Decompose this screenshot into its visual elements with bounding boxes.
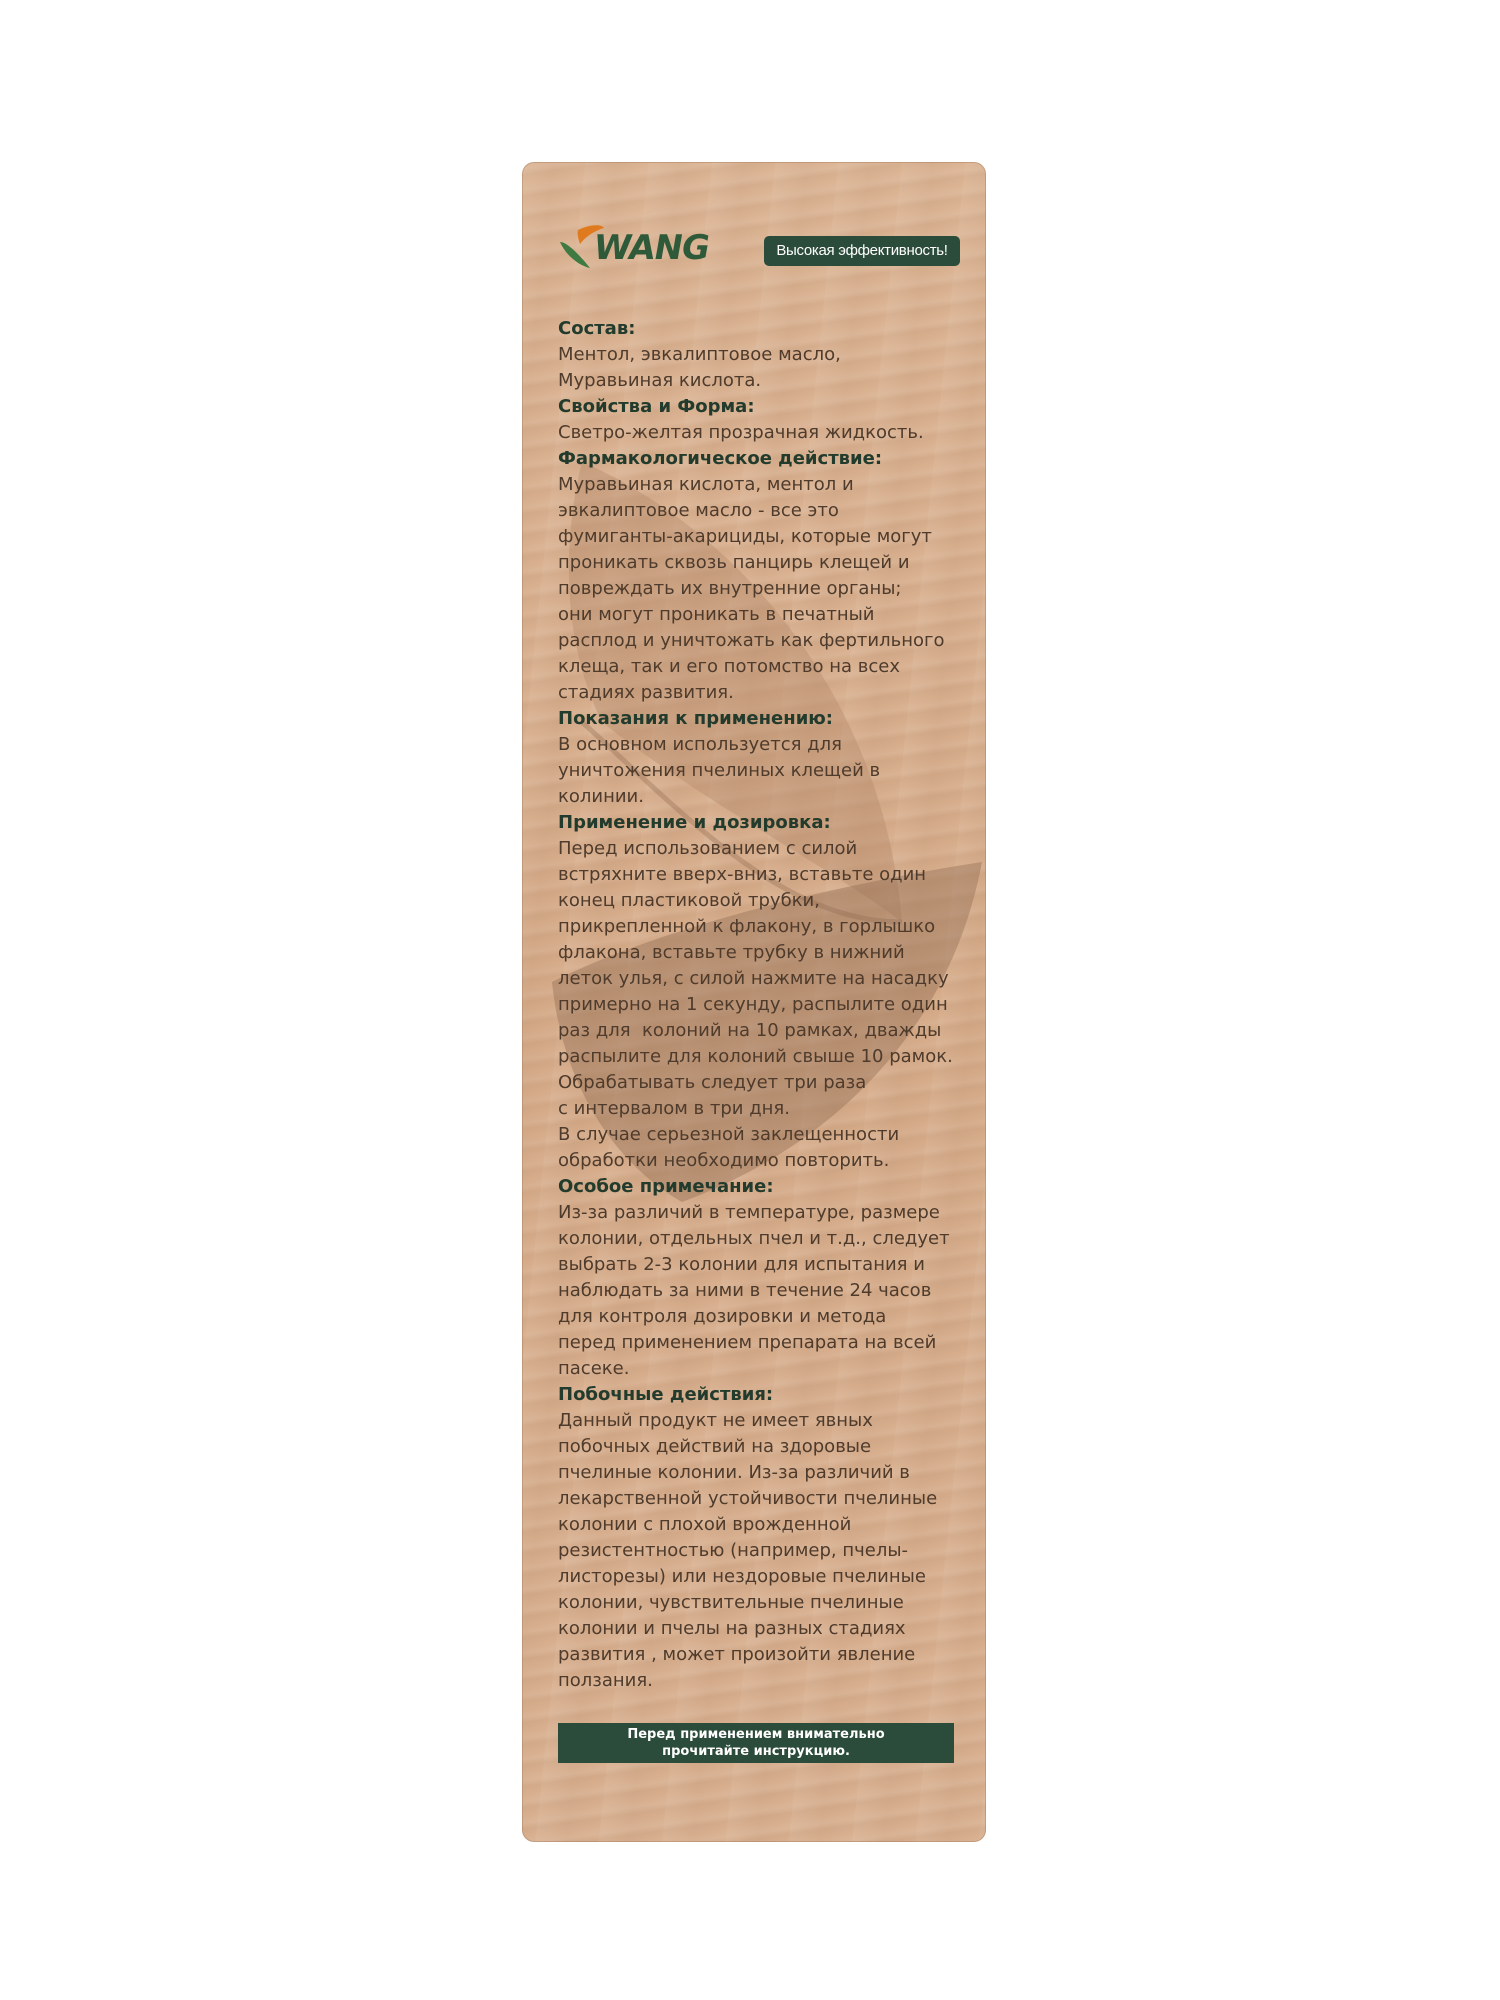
section-text-line: перед применением препарата на всей: [558, 1332, 937, 1353]
banner-line-2: прочитайте инструкцию.: [662, 1744, 850, 1759]
section-text-line: примерно на 1 секунду, распылите один: [558, 994, 948, 1015]
banner-line-1: Перед применением внимательно: [627, 1727, 885, 1742]
section-text-line: пчелиные колонии. Из-за различий в: [558, 1462, 910, 1483]
section: [558, 446, 970, 706]
section-text-line: распылите для колоний свыше 10 рамок.: [558, 1046, 953, 1067]
section-text-line: Муравьиная кислота, ментол и: [558, 474, 854, 495]
section-text-line: Светро-желтая прозрачная жидкость.: [558, 422, 924, 443]
section-text-line: выбрать 2-3 колонии для испытания и: [558, 1254, 925, 1275]
header: [556, 222, 956, 272]
section-text-line: леток улья, с силой нажмите на насадку: [558, 968, 949, 989]
section-title: Состав:: [558, 318, 636, 339]
section-text-line: колонии и пчелы на разных стадиях: [558, 1618, 906, 1639]
section: [558, 1174, 970, 1382]
effectiveness-badge: Высокая эффективность!: [764, 236, 960, 266]
section: [558, 810, 970, 1174]
section-text-line: лекарственной устойчивости пчелиные: [558, 1488, 938, 1509]
section-text-line: конец пластиковой трубки,: [558, 890, 820, 911]
section-text-line: проникать сквозь панцирь клещей и: [558, 552, 910, 573]
brand-logo-text: WANG: [590, 228, 713, 268]
section-title: Особое примечание:: [558, 1176, 774, 1197]
section-text-line: флакона, вставьте трубку в нижний: [558, 942, 905, 963]
section-text-line: Обрабатывать следует три раза: [558, 1072, 867, 1093]
section-text-line: колонии, чувствительные пчелиные: [558, 1592, 904, 1613]
section-text-line: для контроля дозировки и метода: [558, 1306, 887, 1327]
section-text-line: Перед использованием с силой: [558, 838, 858, 859]
section: [558, 394, 970, 446]
section-text-line: повреждать их внутренние органы;: [558, 578, 902, 599]
section-text-line: раз для колоний на 10 рамках, дважды: [558, 1020, 942, 1041]
section-text-line: В случае серьезной заклещенности: [558, 1124, 900, 1145]
section-text-line: пасеке.: [558, 1358, 630, 1379]
section-text-line: развития , может произойти явление: [558, 1644, 916, 1665]
section-text-line: ползания.: [558, 1670, 653, 1691]
read-instructions-banner: [558, 1723, 954, 1763]
section-text-line: прикрепленной к флакону, в горлышко: [558, 916, 936, 937]
section-text-line: Данный продукт не имеет явных: [558, 1410, 873, 1431]
section-text-line: побочных действий на здоровые: [558, 1436, 872, 1457]
product-box-side: [522, 162, 986, 1842]
section-text-line: колинии.: [558, 786, 644, 807]
section-title: Свойства и Форма:: [558, 396, 755, 417]
section-text-line: колонии с плохой врожденной: [558, 1514, 852, 1535]
section-text-line: клеща, так и его потомство на всех: [558, 656, 901, 677]
section: [558, 1382, 970, 1694]
section-text-line: В основном используется для: [558, 734, 842, 755]
section-text-line: Ментол, эвкалиптовое масло,: [558, 344, 841, 365]
instructions-text: [558, 316, 970, 1694]
section-text-line: Из-за различий в температуре, размере: [558, 1202, 940, 1223]
section-text-line: обработки необходимо повторить.: [558, 1150, 890, 1171]
section-text-line: эвкалиптовое масло - все это: [558, 500, 839, 521]
section-text-line: расплод и уничтожать как фертильного: [558, 630, 945, 651]
section-text-line: встряхните вверх-вниз, вставьте один: [558, 864, 927, 885]
section-title: Побочные действия:: [558, 1384, 774, 1405]
section-text-line: резистентностью (например, пчелы-: [558, 1540, 909, 1561]
section-text-line: Муравьиная кислота.: [558, 370, 762, 391]
section-text-line: они могут проникать в печатный: [558, 604, 875, 625]
section-title: Фармакологическое действие:: [558, 448, 883, 469]
section-text-line: с интервалом в три дня.: [558, 1098, 790, 1119]
section-text-line: фумиганты-акарициды, которые могут: [558, 526, 932, 547]
section-text-line: наблюдать за ними в течение 24 часов: [558, 1280, 932, 1301]
section-text-line: стадиях развития.: [558, 682, 734, 703]
section-text-line: листорезы) или нездоровые пчелиные: [558, 1566, 926, 1587]
section-text-line: колонии, отдельных пчел и т.д., следует: [558, 1228, 950, 1249]
section: [558, 316, 970, 394]
section-title: Применение и дозировка:: [558, 812, 831, 833]
brand-logo: [556, 222, 736, 272]
section-text-line: уничтожения пчелиных клещей в: [558, 760, 881, 781]
section: [558, 706, 970, 810]
section-title: Показания к применению:: [558, 708, 834, 729]
